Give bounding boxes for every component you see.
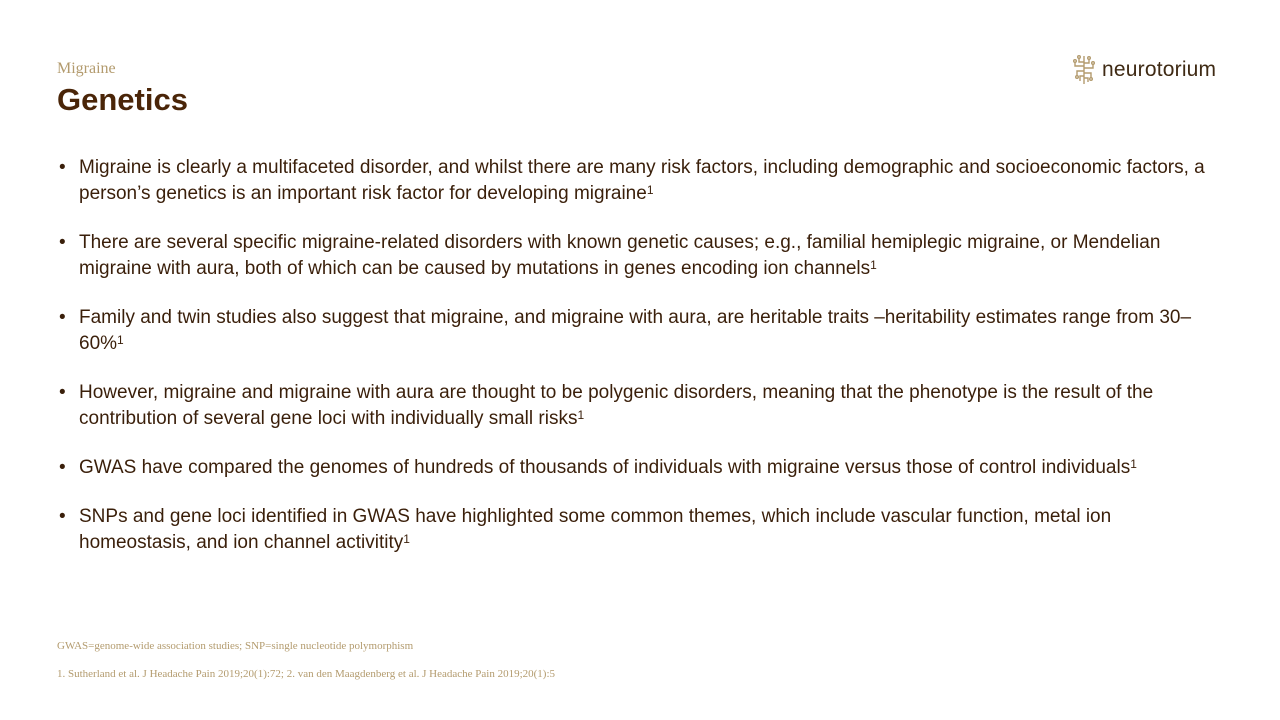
bullet-item (57, 380, 1217, 432)
bullet-text: GWAS have compared the genomes of hundreds of thousands of individuals with migraine versus those of control individuals (79, 457, 1131, 478)
bullet-dot: • (59, 157, 66, 178)
neurotorium-logo (1071, 54, 1216, 86)
bullet-dot: • (59, 307, 66, 328)
reference-marker: 1 (870, 258, 877, 272)
reference-marker: 1 (646, 183, 654, 197)
reference-marker: 1 (117, 333, 124, 347)
logo-wordmark: neurotorium (1102, 58, 1217, 81)
bullet-item (57, 230, 1217, 282)
slide-title: Genetics (57, 82, 188, 117)
bullet-dot: • (59, 232, 66, 253)
reference-marker: 1 (1130, 457, 1137, 471)
neurotorium-logo-icon (1071, 54, 1097, 86)
bullet-text: Family and twin studies also suggest that migraine, and migraine with aura, are heritable traits –heritability estimates range from 30–60% (79, 307, 1192, 354)
bullet-dot: • (59, 457, 66, 478)
abbreviations-footnote: GWAS=genome-wide association studies; SNP=single nucleotide polymorphism (57, 640, 414, 652)
bullet-dot: • (59, 382, 66, 403)
bullet-text: However, migraine and migraine with aura are thought to be polygenic disorders, meaning that the phenotype is the result of the contribution of several gene loci with individually small risks (79, 382, 1154, 429)
reference-marker: 1 (577, 408, 585, 422)
bullet-item (57, 155, 1217, 207)
bullet-item (57, 504, 1217, 556)
slide-kicker: Migraine (57, 60, 116, 77)
bullet-list (57, 155, 1217, 579)
bullet-item (57, 455, 1217, 481)
bullet-text: Migraine is clearly a multifaceted disorder, and whilst there are many risk factors, including demographic and socioeconomic factors, a person’s genetics is an important risk factor for developing migraine (79, 157, 1205, 204)
bullet-item (57, 305, 1217, 357)
bullet-text: There are several specific migraine-related disorders with known genetic causes; e.g., familial hemiplegic migraine, or Mendelian migraine with aura, both of which can be caused by mutations in genes encoding ion channels (79, 232, 1161, 279)
bullet-text: SNPs and gene loci identified in GWAS have highlighted some common themes, which include vascular function, metal ion homeostasis, and ion channel activitity (79, 506, 1112, 553)
references-footnote: 1. Sutherland et al. J Headache Pain 2019;20(1):72; 2. van den Maagdenberg et al. J Headache Pain 2019;20(1):5 (57, 668, 556, 680)
bullet-dot: • (59, 506, 66, 527)
reference-marker: 1 (403, 532, 410, 546)
